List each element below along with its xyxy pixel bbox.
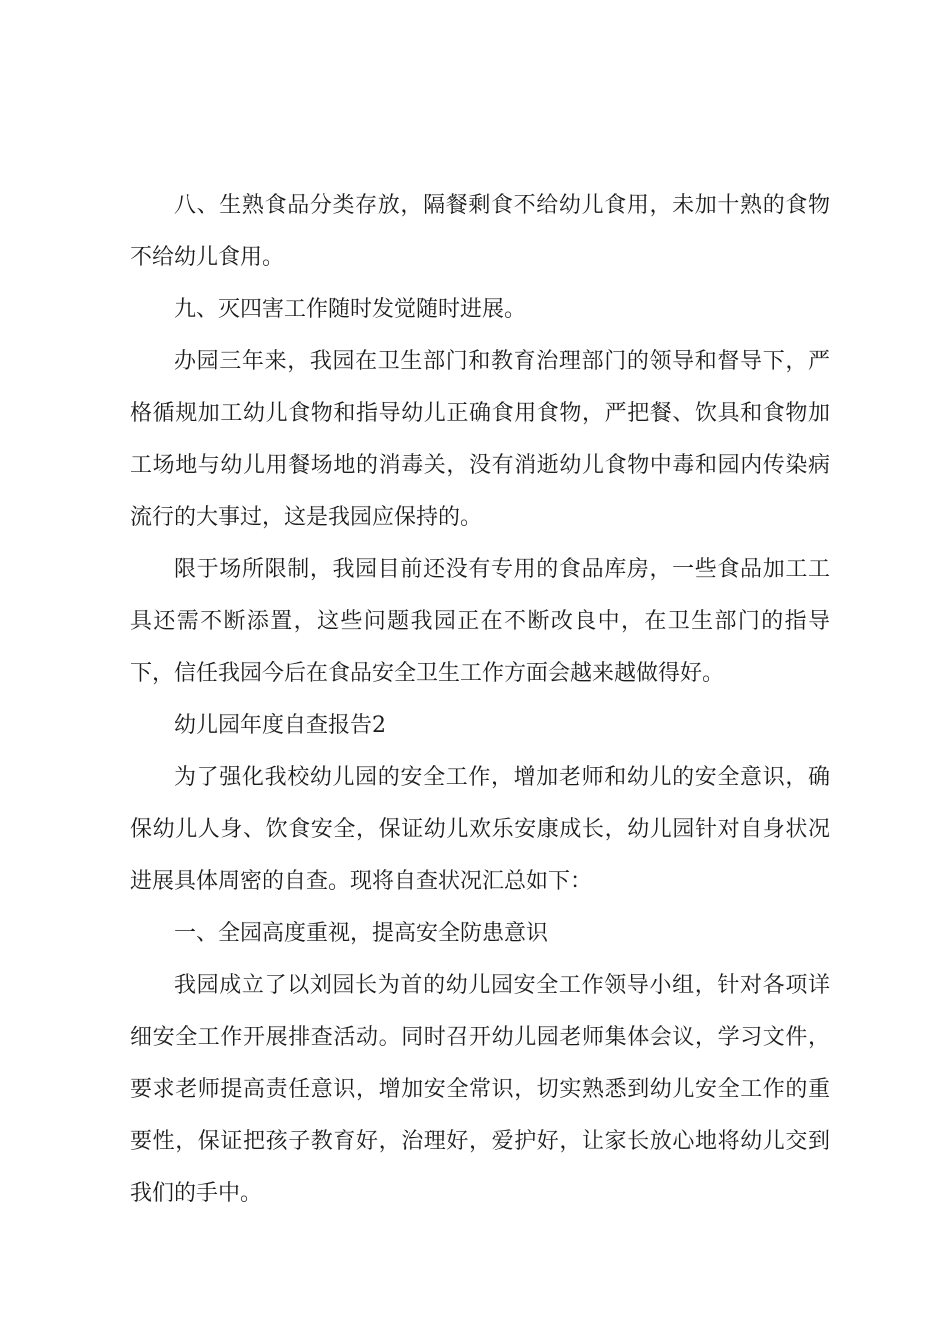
paragraph-report-intro: 为了强化我校幼儿园的安全工作，增加老师和幼儿的安全意识，确保幼儿人身、饮食安全，保证幼儿欢乐安康成长，幼儿园针对自身状况进展具体周密的自查。现将自查状况汇总如下： [130,765,830,894]
section-title-report-2: 幼儿园年度自查报告2 [174,713,386,738]
section-heading-one: 一、全园高度重视，提高安全防患意识 [174,921,549,946]
paragraph-food-storage: 八、生熟食品分类存放，隔餐剩食不给幼儿食用，未加十熟的食物不给幼儿食用。 [130,193,830,270]
paragraph-pest-control: 九、灭四害工作随时发觉随时进展。 [174,297,527,322]
document-body [130,180,830,1220]
paragraph-three-years-summary: 办园三年来，我园在卫生部门和教育治理部门的领导和督导下，严格循规加工幼儿食物和指导幼儿正确食用食物，严把餐、饮具和食物加工场地与幼儿用餐场地的消毒关，没有消逝幼儿食物中毒和园内传染病流行的大事过，这是我园应保持的。 [130,349,830,530]
paragraph-limitations: 限于场所限制，我园目前还没有专用的食品库房，一些食品加工工具还需不断添置，这些问题我园正在不断改良中，在卫生部门的指导下，信任我园今后在食品安全卫生工作方面会越来越做得好。 [130,557,830,686]
paragraph-safety-team: 我园成立了以刘园长为首的幼儿园安全工作领导小组，针对各项详细安全工作开展排查活动。同时召开幼儿园老师集体会议，学习文件，要求老师提高责任意识，增加安全常识，切实熟悉到幼儿安全工作的重要性，保证把孩子教育好，治理好，爱护好，让家长放心地将幼儿交到我们的手中。 [130,973,830,1206]
